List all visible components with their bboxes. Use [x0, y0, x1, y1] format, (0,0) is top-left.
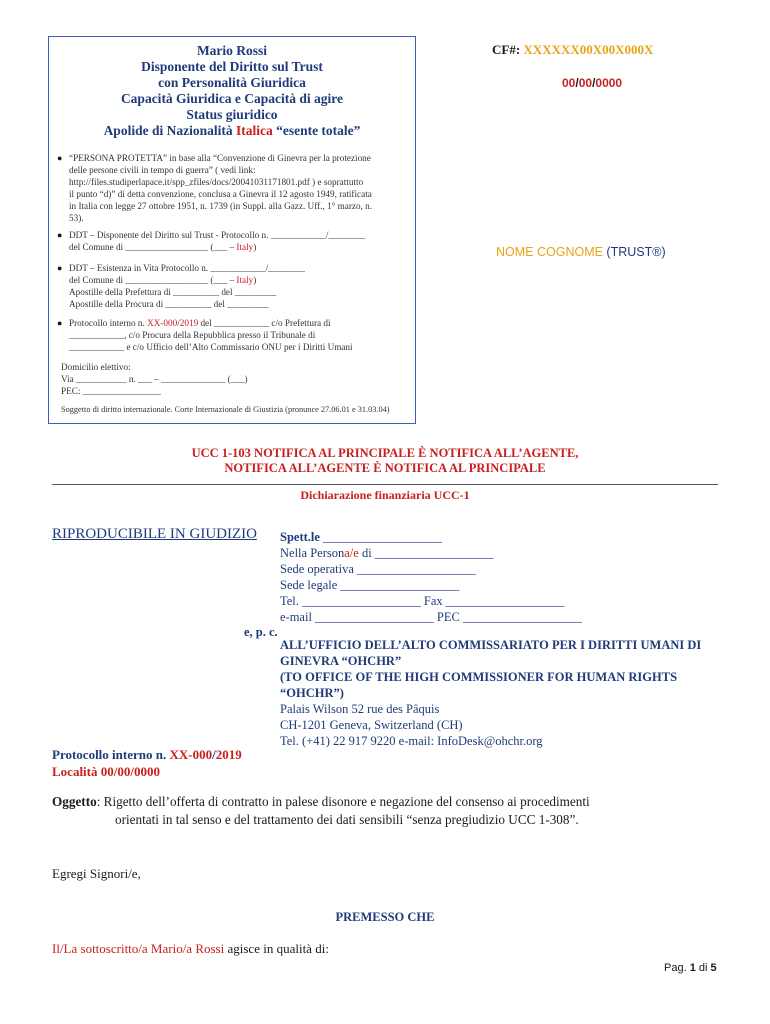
- page-number: Pag. 1 di 5: [664, 962, 717, 974]
- bullet-icon: ●: [57, 230, 63, 240]
- holder-role-1: Disponente del Diritto sul Trust: [141, 59, 323, 74]
- divider: [52, 484, 718, 485]
- top-date: 00/00/0000: [562, 76, 623, 90]
- bullet-icon: ●: [57, 263, 63, 273]
- ohchr-line-4: “OHCHR”): [280, 686, 344, 700]
- ucc-title: UCC 1-103 NOTIFICA AL PRINCIPALE È NOTIFICA ALL’AGENTE, NOTIFICA ALL’AGENTE È NOTIFICA AL PRINCIPALE: [191, 446, 579, 475]
- protocollo-interno-note: Protocollo interno n. XX-000/2019 del ____________ c/o Prefettura di ____________, c/o Procura della Repubblica presso il Tribunale di ____________ e c/o Ufficio dell’Alto Commissario ONU per i Diritti Umani: [69, 318, 353, 352]
- recipient-tel-fax: Tel. ___________________ Fax ___________________: [280, 594, 565, 608]
- domicilio-elettivo: Domicilio elettivo: Via ___________ n. ___ – ______________ (___) PEC: _________________: [61, 362, 248, 396]
- holder-name: Mario Rossi: [196, 43, 268, 58]
- recipient-email-pec: e-mail ___________________ PEC ___________________: [280, 610, 582, 624]
- soggetto-note: Soggetto di diritto internazionale. Corte Internazionale di Giustizia (pronunce 27.06.01 e 31.03.04): [61, 405, 390, 414]
- ohchr-line-3: (TO OFFICE OF THE HIGH COMMISSIONER FOR HUMAN RIGHTS: [280, 670, 678, 684]
- protocollo-block: [52, 747, 242, 780]
- recipient-sede-legale: Sede legale ___________________: [280, 578, 460, 592]
- persona-protetta-note: “PERSONA PROTETTA” in base alla “Convenzione di Ginevra per la protezione delle persone civili in tempo di guerra” ( vedi link: http://files.studiperlapace.it/spp_zfiles/docs/20041031171801.pdf ) e soprattutto il punto “d)” di detta convenzione, conclusa a Ginevra il 12 agosto 1949, ratificata in Italia con legge 27 ottobre 1951, n. 1739 (in Suppl. alla Gazz. Uff., 1° marzo, n. 53).: [69, 153, 373, 223]
- ohchr-address: Palais Wilson 52 rue des Pâquis: [280, 702, 440, 716]
- ddt-esistenza: DDT – Esistenza in Vita Protocollo n. ____________/________ del Comune di __________________ (___ – Italy) Apostille della Prefettura di __________ del _________ Apostille della Procura di __________ del _________: [69, 263, 305, 309]
- bullet-icon: ●: [57, 318, 63, 328]
- ddt-disponente: DDT – Disponente del Diritto sul Trust - Protocollo n. ____________/________ del Comune di __________________ (___ – Italy): [69, 230, 366, 252]
- ohchr-line-1: ALL’UFFICIO DELL’ALTO COMMISSARIATO PER I DIRITTI UMANI DI: [280, 638, 702, 652]
- ohchr-city: CH-1201 Geneva, Switzerland (CH): [280, 718, 463, 732]
- identity-box: [48, 36, 416, 424]
- ucc-subtitle: Dichiarazione finanziaria UCC-1: [300, 488, 470, 502]
- bullet-icon: ●: [57, 153, 63, 163]
- sottoscritto-line: Il/La sottoscritto/a Mario/a Rossi agisce in qualità di:: [52, 941, 329, 956]
- holder-role-3: Capacità Giuridica e Capacità di agire: [120, 91, 344, 106]
- salutation: Egregi Signori/e,: [52, 866, 141, 881]
- localita-date: Località 00/00/0000: [52, 763, 160, 779]
- premesso-heading: PREMESSO CHE: [335, 910, 435, 924]
- holder-role-2: con Personalità Giuridica: [158, 75, 306, 90]
- recipient-spett: Spett.le ___________________: [280, 530, 442, 544]
- subject-paragraph: Oggetto: Rigetto dell’offerta di contratto in palese disonore e negazione del consenso ai procedimenti orientati in tal senso e del trattamento dei dati sensibili “senza pregiudizio UCC 1-308”.: [52, 794, 590, 827]
- ohchr-line-2: GINEVRA “OHCHR”: [280, 654, 402, 668]
- holder-role-4: Status giuridico: [186, 107, 278, 122]
- recipient-persona: Nella Persona/e di ___________________: [280, 546, 494, 560]
- riproducibile-heading: RIPRODUCIBILE IN GIUDIZIO: [52, 526, 257, 542]
- recipient-sede-operativa: Sede operativa ___________________: [280, 562, 476, 576]
- protocollo-number: Protocollo interno n. XX-000/2019: [52, 747, 242, 762]
- ohchr-contacts: Tel. (+41) 22 917 9220 e-mail: InfoDesk@ohchr.org: [280, 734, 543, 748]
- trust-name: NOME COGNOME (TRUST®): [496, 245, 666, 259]
- fiscal-code: CF#: XXXXXX00X00X000X: [492, 42, 654, 57]
- cc-label: e, p. c.: [244, 625, 278, 639]
- holder-nationality: Apolide di Nazionalità Italica “esente totale”: [103, 123, 361, 138]
